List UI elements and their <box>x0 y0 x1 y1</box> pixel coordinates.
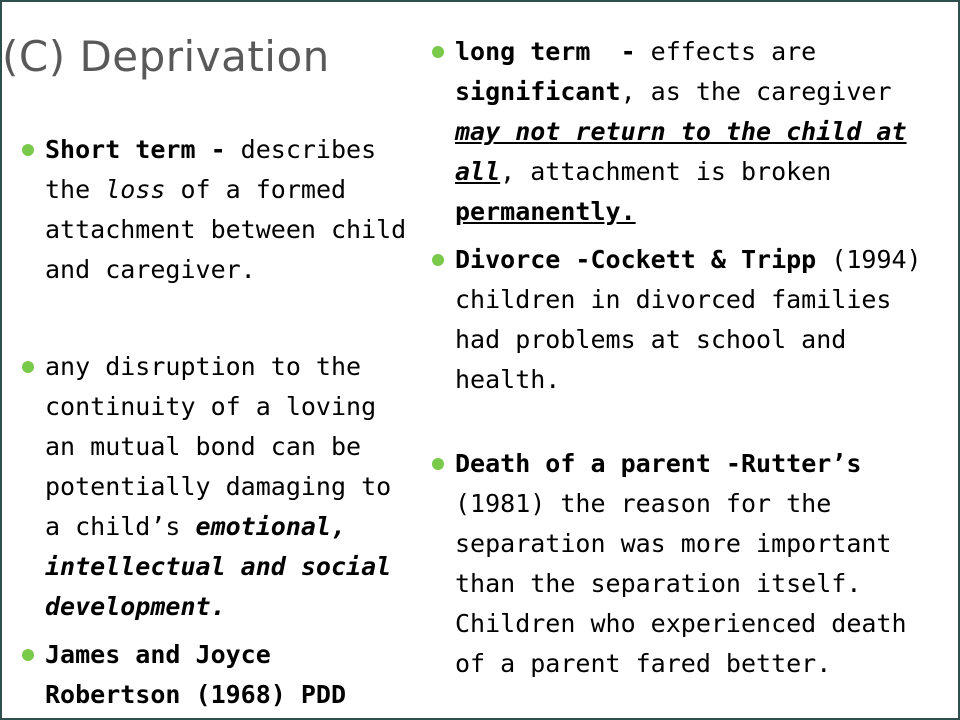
robertson-text: James and Joyce Robertson (1968) PDD <box>45 640 347 709</box>
bullet-divorce <box>430 240 950 400</box>
divorce-source: Cockett & Tripp <box>590 245 817 274</box>
divorce-text: (1994) children in divorced families had problems at school and health. <box>455 245 922 394</box>
short-term-label: Short term - <box>45 135 241 164</box>
left-column <box>20 130 420 715</box>
long-term-text-3: , attachment is broken <box>500 157 832 186</box>
death-label: Death of a parent - <box>455 449 741 478</box>
death-text: (1981) the reason for the separation was more important than the separation itself. Children who experienced death of a parent fared better. <box>455 489 907 678</box>
divorce-label: Divorce - <box>455 245 591 274</box>
death-source: Rutter’s <box>740 449 862 478</box>
long-term-underlined: may not return to the child at all <box>455 117 907 186</box>
bullet-disruption <box>20 347 420 627</box>
bullet-death <box>430 444 950 684</box>
long-term-label: long term - <box>455 37 651 66</box>
right-column <box>430 32 950 684</box>
long-term-text-1: effects are <box>650 37 817 66</box>
bullet-long-term <box>430 32 950 232</box>
short-term-text-1: describes the <box>45 135 377 204</box>
short-term-text-2: of a formed attachment between child and caregiver. <box>45 175 407 284</box>
long-term-permanently: permanently. <box>455 197 636 226</box>
bullet-short-term <box>20 130 420 290</box>
bullet-robertson <box>20 635 420 715</box>
long-term-text-2: , as the caregiver <box>620 77 892 106</box>
disruption-text: any disruption to the continuity of a loving an mutual bond can be potentially damaging to a child’s <box>45 352 392 541</box>
slide-title: (C) Deprivation <box>2 32 330 81</box>
disruption-emphasis: emotional, intellectual and social development. <box>45 512 392 621</box>
long-term-significant: significant <box>455 77 621 106</box>
short-term-loss: loss <box>105 175 166 204</box>
